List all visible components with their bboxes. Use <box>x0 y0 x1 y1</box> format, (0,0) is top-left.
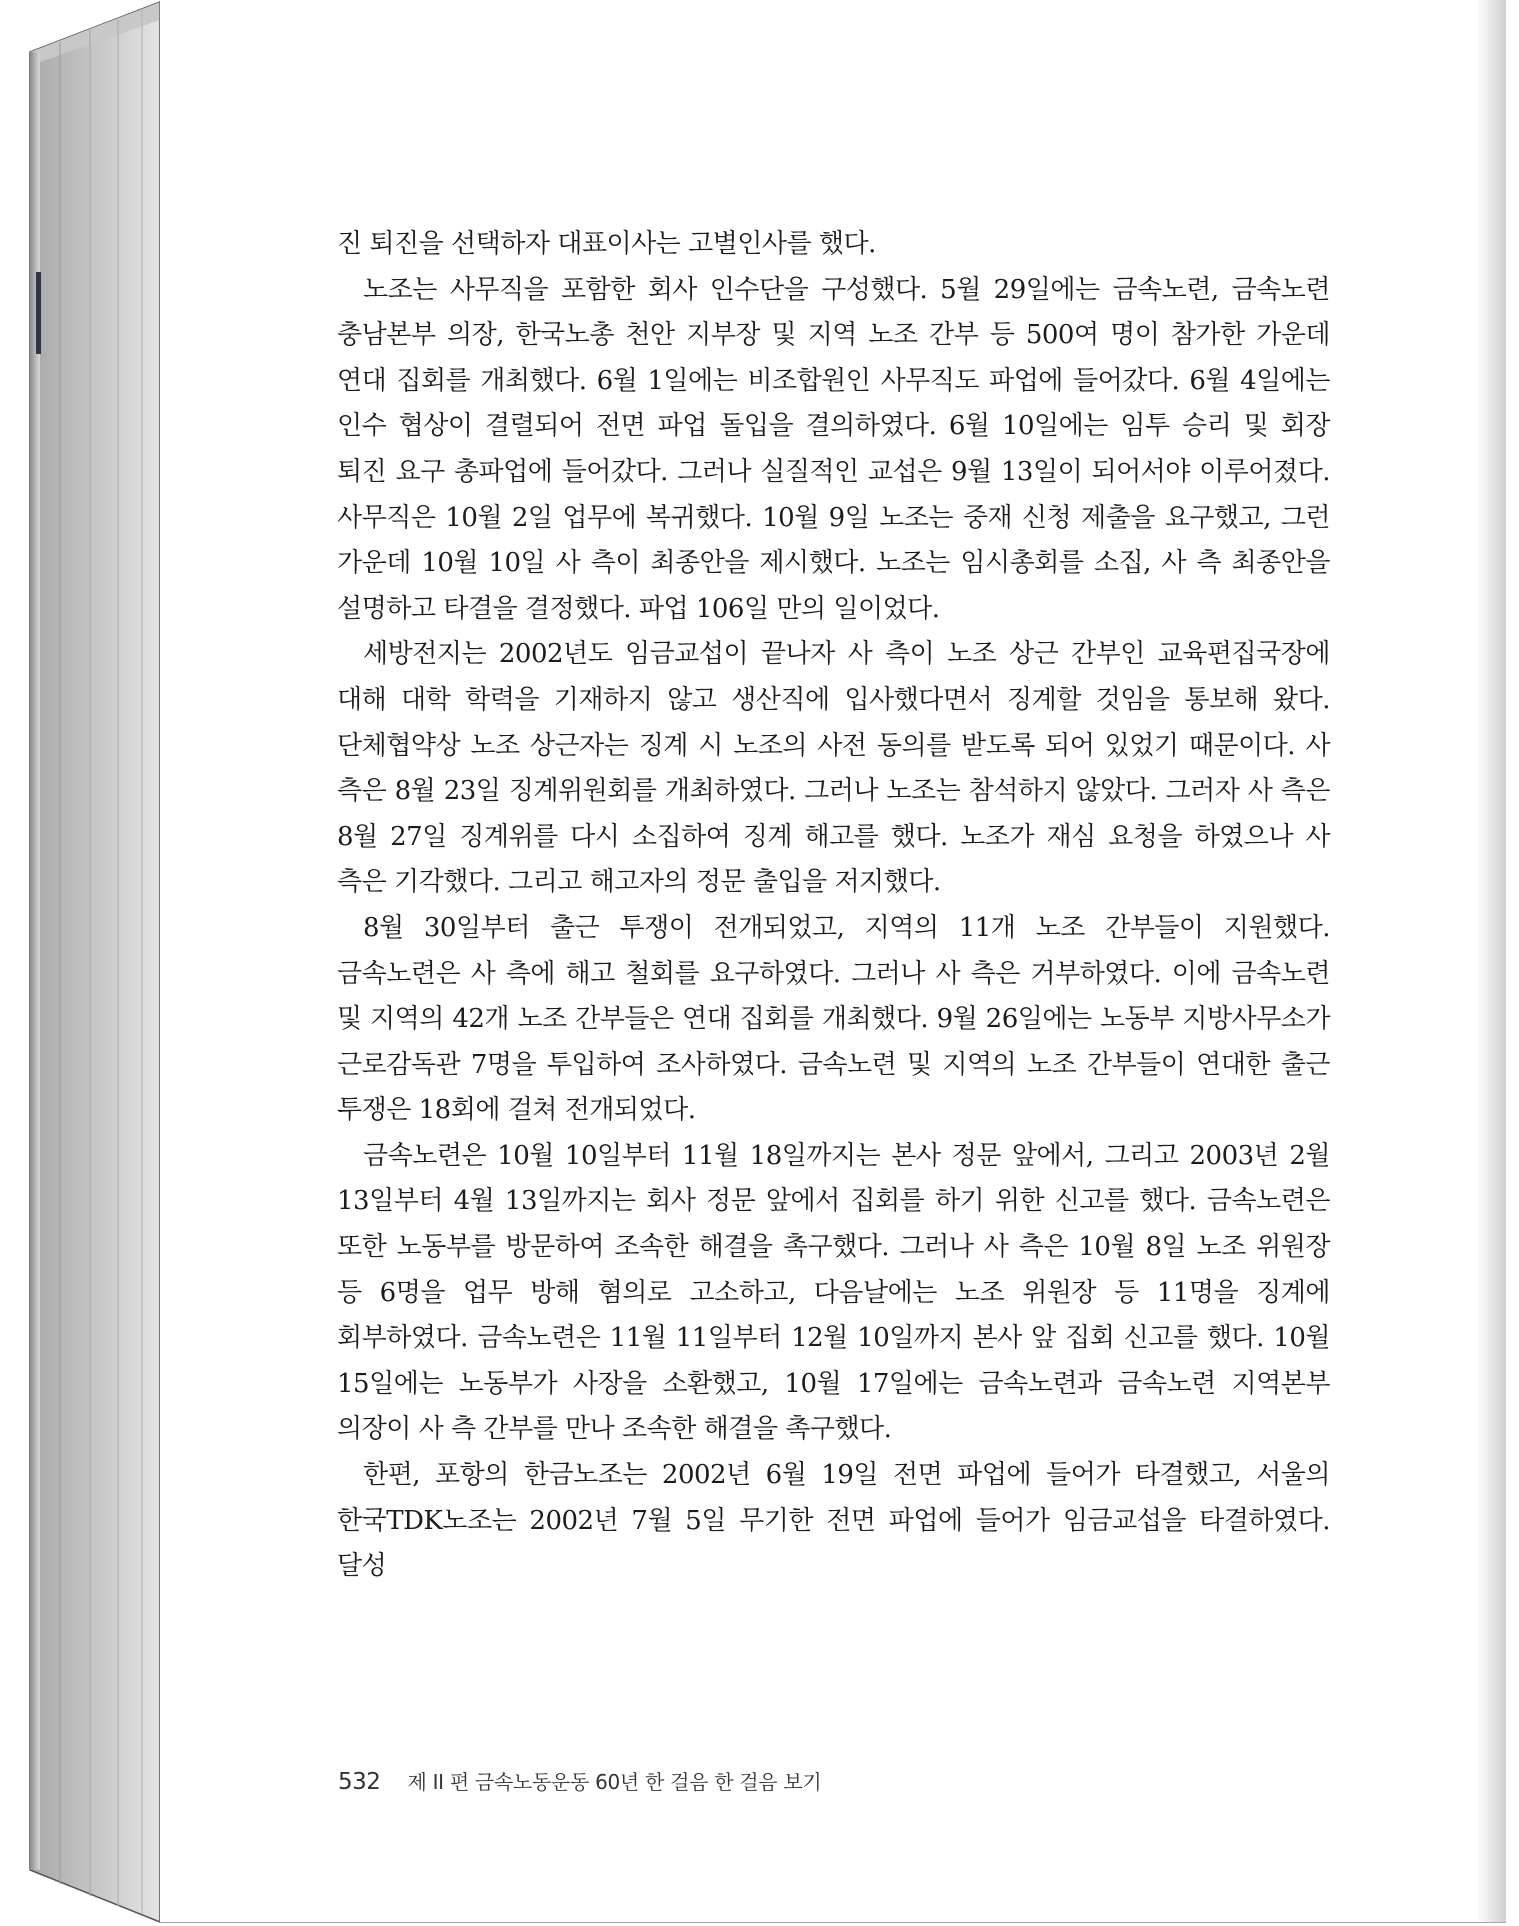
paragraph: 한편, 포항의 한금노조는 2002년 6월 19일 전면 파업에 들어가 타결했고, 서울의 한국TDK노조는 2002년 7월 5일 무기한 전면 파업에 들어가 임금교섭을 타결하였다. 달성 <box>337 1460 1330 1582</box>
paragraph: 세방전지는 2002년도 임금교섭이 끝나자 사 측이 노조 상근 간부인 교육편집국장에 대해 대학 학력을 기재하지 않고 생산직에 입사했다면서 징계할 것임을 통보해 왔다. 단체협약상 노조 상근자는 징계 시 노조의 사전 동의를 받도록 되어 있었기 때문이다. 사 측은 8월 23일 징계위원회를 개최하였다. 그러나 노조는 참석하지 않았다. 그러자 사 측은 8월 27일 징계위를 다시 소집하여 징계 해고를 했다. 노조가 재심 요청을 하였으나 사 측은 기각했다. 그리고 해고자의 정문 출입을 저지했다. <box>337 639 1330 898</box>
running-chapter-title: 제 II 편 금속노동운동 60년 한 걸음 한 걸음 보기 <box>407 1770 822 1794</box>
paragraph-continuation: 진 퇴진을 선택하자 대표이사는 고별인사를 했다. <box>337 229 876 259</box>
body-text <box>337 222 1330 1590</box>
paragraph: 8월 30일부터 출근 투쟁이 전개되었고, 지역의 11개 노조 간부들이 지원했다. 금속노련은 사 측에 해고 철회를 요구하였다. 그러나 사 측은 거부하였다. 이에 금속노련 및 지역의 42개 노조 간부들은 연대 집회를 개최했다. 9월 26일에는 노동부 지방사무소가 근로감독관 7명을 투입하여 조사하였다. 금속노련 및 지역의 노조 간부들이 연대한 출근 투쟁은 18회에 걸쳐 전개되었다. <box>337 912 1330 1126</box>
paragraph: 노조는 사무직을 포함한 회사 인수단을 구성했다. 5월 29일에는 금속노련, 금속노련 충남본부 의장, 한국노총 천안 지부장 및 지역 노조 간부 등 500여 명이 참가한 가운데 연대 집회를 개최했다. 6월 1일에는 비조합원인 사무직도 파업에 들어갔다. 6월 4일에는 인수 협상이 결렬되어 전면 파업 돌입을 결의하였다. 6월 10일에는 임투 승리 및 회장 퇴진 요구 총파업에 들어갔다. 그러나 실질적인 교섭은 9월 13일이 되어서야 이루어졌다. 사무직은 10월 2일 업무에 복귀했다. 10월 9일 노조는 중재 신청 제출을 요구했고, 그런 가운데 10월 10일 사 측이 최종안을 제시했다. 노조는 임시총회를 소집, 사 측 최종안을 설명하고 타결을 결정했다. 파업 106일 만의 일이었다. <box>337 274 1330 624</box>
paragraph: 금속노련은 10월 10일부터 11월 18일까지는 본사 정문 앞에서, 그리고 2003년 2월 13일부터 4월 13일까지는 회사 정문 앞에서 집회를 하기 위한 신고를 했다. 금속노련은 또한 노동부를 방문하여 조속한 해결을 촉구했다. 그러나 사 측은 10월 8일 노조 위원장 등 6명을 업무 방해 혐의로 고소하고, 다음날에는 노조 위원장 등 11명을 징계에 회부하였다. 금속노련은 11월 11일부터 12월 10일까지 본사 앞 집회 신고를 했다. 10월 15일에는 노동부가 사장을 소환했고, 10월 17일에는 금속노련과 금속노련 지역본부 의장이 사 측 간부를 만나 조속한 해결을 촉구했다. <box>337 1140 1330 1445</box>
page-footer <box>338 1766 821 1795</box>
page-number: 532 <box>338 1769 381 1795</box>
page-edge-shadow <box>1476 0 1506 1922</box>
